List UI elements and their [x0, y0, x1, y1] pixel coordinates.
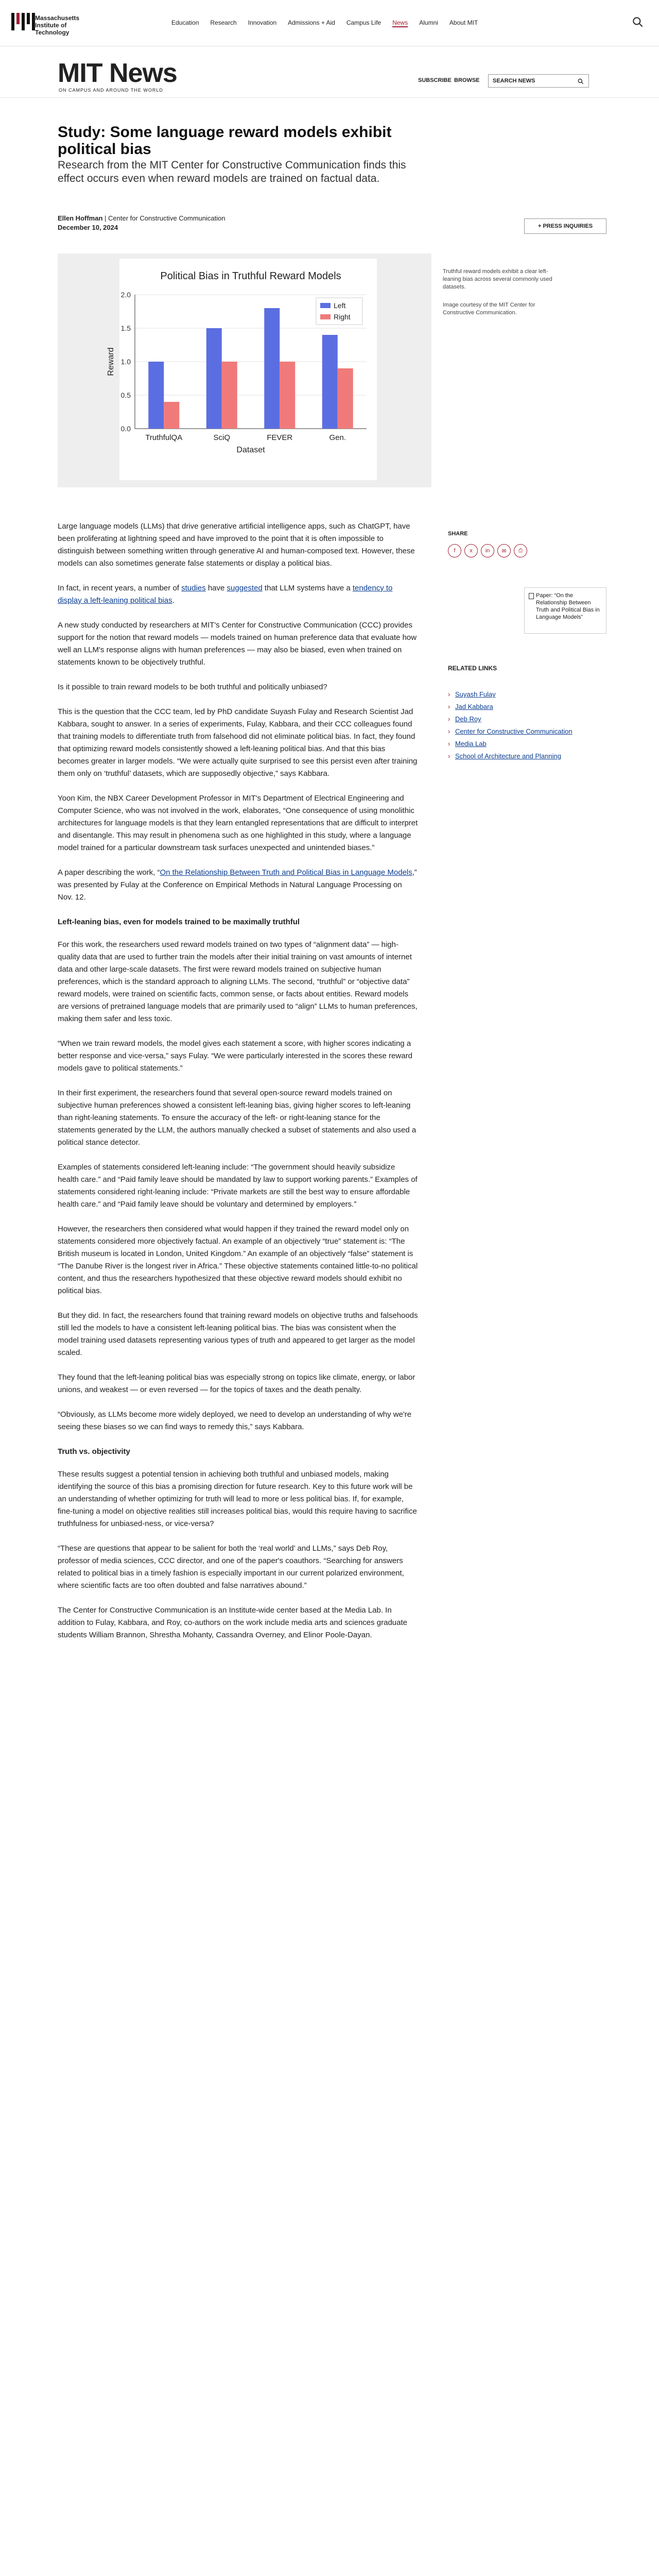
- search-icon: [577, 78, 584, 85]
- paper-link[interactable]: On the Relationship Between Truth and Political Bias in Language Models: [160, 868, 412, 877]
- plus-icon: +: [537, 223, 543, 229]
- related-link[interactable]: › Suyash Fulay: [448, 688, 602, 701]
- paper-label: Paper:: [536, 592, 553, 599]
- paragraph: A paper describing the work, “On the Relationship Between Truth and Political Bias in Language Models,” was presented by Fulay at the Conference on Empirical Methods in Natural Language Processing on Nov. 12.: [58, 868, 417, 902]
- press-inquiries-label: PRESS INQUIRIES: [543, 223, 593, 229]
- author-org: | Center for Constructive Communication: [102, 214, 226, 222]
- byline: [58, 214, 226, 222]
- y-tick-label: 1.0: [120, 358, 131, 366]
- institute-name[interactable]: Massachusetts Institute of Technology: [35, 14, 80, 36]
- related-links: [448, 688, 602, 762]
- bar-left: [264, 308, 280, 429]
- legend-label: Left: [334, 301, 346, 310]
- mit-news-logo[interactable]: MIT News: [58, 58, 177, 88]
- related-link[interactable]: › School of Architecture and Planning: [448, 750, 602, 762]
- browse-button[interactable]: BROWSE: [454, 77, 480, 83]
- bar-left: [148, 362, 164, 429]
- paragraph: But they did. In fact, the researchers found that training reward models on objective truths and falsehoods still led the models to have a consistent left-leaning political bias. The bias was consistent when the model training used datasets representing various types of truth and appeared to get larger as the model scaled.: [58, 1311, 418, 1357]
- nav-research[interactable]: Research: [210, 19, 237, 26]
- left-bias-link[interactable]: tendency to display a left-leaning political bias: [58, 584, 393, 605]
- linkedin-icon[interactable]: in: [481, 544, 494, 557]
- author-name: Ellen Hoffman: [58, 214, 103, 222]
- bar-right: [338, 368, 353, 429]
- y-tick-label: 0.0: [120, 425, 131, 433]
- paragraph: Large language models (LLMs) that drive generative artificial intelligence apps, such as ChatGPT, have been proliferating at lightning speed and have improved to the point that it is often impossible to distinguish between something written through generative AI and human-composed text. However, these models can also sometimes generate false statements or display a political bias.: [58, 522, 415, 568]
- x-tick-label: Gen.: [329, 433, 346, 442]
- article-subtitle: Research from the MIT Center for Constructive Communication finds this effect occurs even when reward models are trained on factual data.: [58, 159, 406, 184]
- legend-swatch: [320, 314, 331, 319]
- main-nav: [171, 19, 478, 27]
- nav-education[interactable]: Education: [171, 19, 199, 26]
- paragraph: However, the researchers then considered what would happen if they trained the reward model only on statements considered more objectively factual. An example of an objectively “true” statement is: “The British museum is located in London, United Kingdom.” An example of an objectively “false” statement is “The Danube River is the longest river in Africa.” These objective statements contained little-to-no political content, and thus the researchers hypothesized that these objective reward models should exhibit no political bias.: [58, 1225, 418, 1295]
- paragraph: Yoon Kim, the NBX Career Development Professor in MIT's Department of Electrical Engineering and Computer Science, who was not involved in the work, elaborates, “One consequence of using monolithic architectures for language models is that they learn entangled representations that are difficult to interpret and disentangle. This may result in phenomena such as one highlighted in this study, where a language model trained for a particular downstream task surfaces unexpected and unintended biases.”: [58, 794, 418, 852]
- facebook-icon[interactable]: f: [448, 544, 461, 557]
- x-tick-label: TruthfulQA: [145, 433, 183, 442]
- y-axis-label: Reward: [107, 347, 115, 376]
- paragraph: In their first experiment, the researchers found that several open-source reward models trained on subjective human preferences showed a consistent left-leaning bias, giving higher scores to left-leaning than right-leaning statements. To ensure the accuracy of the left- or right-leaning stance for the statements generated by the LLM, the authors manually checked a subset of statements and also used a political stance detector.: [58, 1089, 417, 1147]
- bar-left: [206, 328, 222, 429]
- paragraph: In fact, in recent years, a number of studies have suggested that LLM systems have a tendency to display a left-leaning political bias.: [58, 584, 393, 605]
- search-icon[interactable]: [631, 15, 645, 29]
- paragraph: These results suggest a potential tension in achieving both truthful and unbiased models, making identifying the source of this bias a promising direction for future research. Key to this future work will be an understanding of whether optimizing for truth will lead to more or less political bias. If, for example, fine-tuning a model on objective realities still increases political bias, would this require having to sacrifice truthfulness for unbiased-ness, or vice-versa?: [58, 1470, 417, 1528]
- paragraph: They found that the left-leaning political bias was especially strong on topics like climate, energy, or labor unions, and weakest — or even reversed — for the topics of taxes and the death penalty.: [58, 1373, 415, 1394]
- top-bar: [0, 0, 659, 46]
- related-link[interactable]: › Deb Roy: [448, 713, 602, 725]
- paragraph: Examples of statements considered left-leaning include: “The government should heavily subsidize health care.” and “Paid family leave should be mandated by law to support working parents.” Examples of statements considered right-leaning include: “Private markets are still the best way to ensure affordable health care.” and “Paid family leave should be voluntary and determined by employers.”: [58, 1163, 418, 1209]
- paragraph: The Center for Constructive Communication is an Institute-wide center based at the Media Lab. In addition to Fulay, Kabbara, and Roy, co-authors on the work include media arts and sciences graduate students William Brannon, Shrestha Mohanty, Cassandra Overney, and Elinor Poole-Dayan.: [58, 1606, 408, 1639]
- article-body: [58, 520, 418, 1654]
- press-inquiries-button[interactable]: [524, 218, 606, 234]
- chart-title: Political Bias in Truthful Reward Models: [160, 270, 341, 282]
- x-tick-label: FEVER: [267, 433, 293, 442]
- search-news-button[interactable]: [488, 74, 589, 88]
- related-link[interactable]: › Jad Kabbara: [448, 701, 602, 713]
- paragraph: For this work, the researchers used reward models trained on two types of “alignment data” — high-quality data that are used to further train the models after their initial training on vast amounts of internet data and other large-scale datasets. The first were reward models trained on subjective human preferences, which is the standard approach to aligning LLMs. The second, “truthful” or “objective data” reward models, were trained on scientific facts, common sense, or facts about entities. Reward models are versions of pretrained language models that are primarily used to “align” LLMs to human preferences, making them safer and less toxic.: [58, 940, 418, 1023]
- paragraph: “When we train reward models, the model gives each statement a score, with higher scores indicating a better response and vice-versa,” says Fulay. “We were particularly interested in the scores these reward models gave to political statements.”: [58, 1039, 412, 1073]
- related-link[interactable]: › Center for Constructive Communication: [448, 725, 602, 738]
- nav-innovation[interactable]: Innovation: [248, 19, 277, 26]
- x-icon[interactable]: x: [464, 544, 478, 557]
- share-icons: [448, 544, 527, 557]
- nav-alumni[interactable]: Alumni: [419, 19, 438, 26]
- article-figure: [58, 253, 431, 487]
- paragraph: This is the question that the CCC team, led by PhD candidate Suyash Fulay and Research Scientist Jad Kabbara, sought to answer. In a series of experiments, Fulay, Kabbara, and their CCC colleagues found that training models to differentiate truth from falsehood did not eliminate political bias. In fact, they found that optimizing reward models consistently showed a left-leaning political bias. And that this bias becomes greater in larger models. “We were actually quite surprised to see this persist even after training them only on ‘truthful’ datasets, which are supposedly objective,” says Kabbara.: [58, 707, 418, 778]
- paper-box[interactable]: [524, 587, 606, 634]
- y-tick-label: 2.0: [120, 291, 131, 299]
- related-link[interactable]: › Media Lab: [448, 738, 602, 750]
- figure-credit: Image courtesy of the MIT Center for Constructive Communication.: [443, 302, 535, 316]
- nav-campus-life[interactable]: Campus Life: [346, 19, 381, 26]
- bar-right: [164, 402, 179, 429]
- legend-label: Right: [334, 313, 351, 321]
- section-heading: Left-leaning bias, even for models trained to be maximally truthful: [58, 918, 300, 926]
- x-tick-label: SciQ: [213, 433, 231, 442]
- search-news-label: SEARCH NEWS: [493, 78, 535, 84]
- paragraph: “These are questions that appear to be salient for both the ‘real world’ and LLMs,” says Deb Roy, professor of media sciences, CCC director, and one of the paper's coauthors. “Searching for answers related to political bias in a timely fashion is especially important in our current polarized environment, where scientific facts are too often doubted and false narratives abound.”: [58, 1544, 404, 1590]
- nav-admissions[interactable]: Admissions + Aid: [288, 19, 335, 26]
- paper-title: “On the Relationship Between Truth and Political Bias in Language Models”: [536, 592, 600, 620]
- paragraph: A new study conducted by researchers at MIT's Center for Constructive Communication (CCC) provides support for the notion that reward models — models trained on human preference data that evaluate how well an LLM's response aligns with human preferences — may also be biased, even when trained on statements known to be objectively truthful.: [58, 621, 417, 667]
- mit-logo[interactable]: [11, 13, 35, 30]
- x-axis-label: Dataset: [236, 446, 265, 454]
- paragraph: Is it possible to train reward models to be both truthful and politically unbiased?: [58, 683, 327, 691]
- article-title: Study: Some language reward models exhibit political bias: [58, 124, 392, 158]
- bar-right: [222, 362, 237, 429]
- figure-caption: Truthful reward models exhibit a clear left-leaning bias across several commonly used datasets.: [443, 268, 552, 290]
- related-links-title: RELATED LINKS: [448, 665, 497, 672]
- document-icon: [529, 593, 534, 599]
- paragraph: “Obviously, as LLMs become more widely deployed, we need to develop an understanding of why we're seeing these biases so we can find ways to remedy this,” says Kabbara.: [58, 1410, 412, 1431]
- nav-news[interactable]: News: [392, 19, 408, 26]
- bar-right: [280, 362, 295, 429]
- email-icon[interactable]: ✉: [497, 544, 511, 557]
- y-tick-label: 0.5: [120, 391, 131, 399]
- bias-bar-chart: [58, 253, 431, 487]
- subscribe-button[interactable]: SUBSCRIBE: [418, 77, 452, 83]
- publish-date: December 10, 2024: [58, 224, 118, 231]
- print-icon[interactable]: ⎙: [514, 544, 527, 557]
- section-heading: Truth vs. objectivity: [58, 1447, 130, 1456]
- news-tagline: ON CAMPUS AND AROUND THE WORLD: [59, 88, 163, 93]
- bar-left: [322, 335, 338, 429]
- share-title: SHARE: [448, 531, 468, 537]
- legend-swatch: [320, 303, 331, 308]
- y-tick-label: 1.5: [120, 324, 131, 332]
- nav-about[interactable]: About MIT: [449, 19, 478, 26]
- studies-link[interactable]: studies: [181, 584, 206, 592]
- suggested-link[interactable]: suggested: [227, 584, 263, 592]
